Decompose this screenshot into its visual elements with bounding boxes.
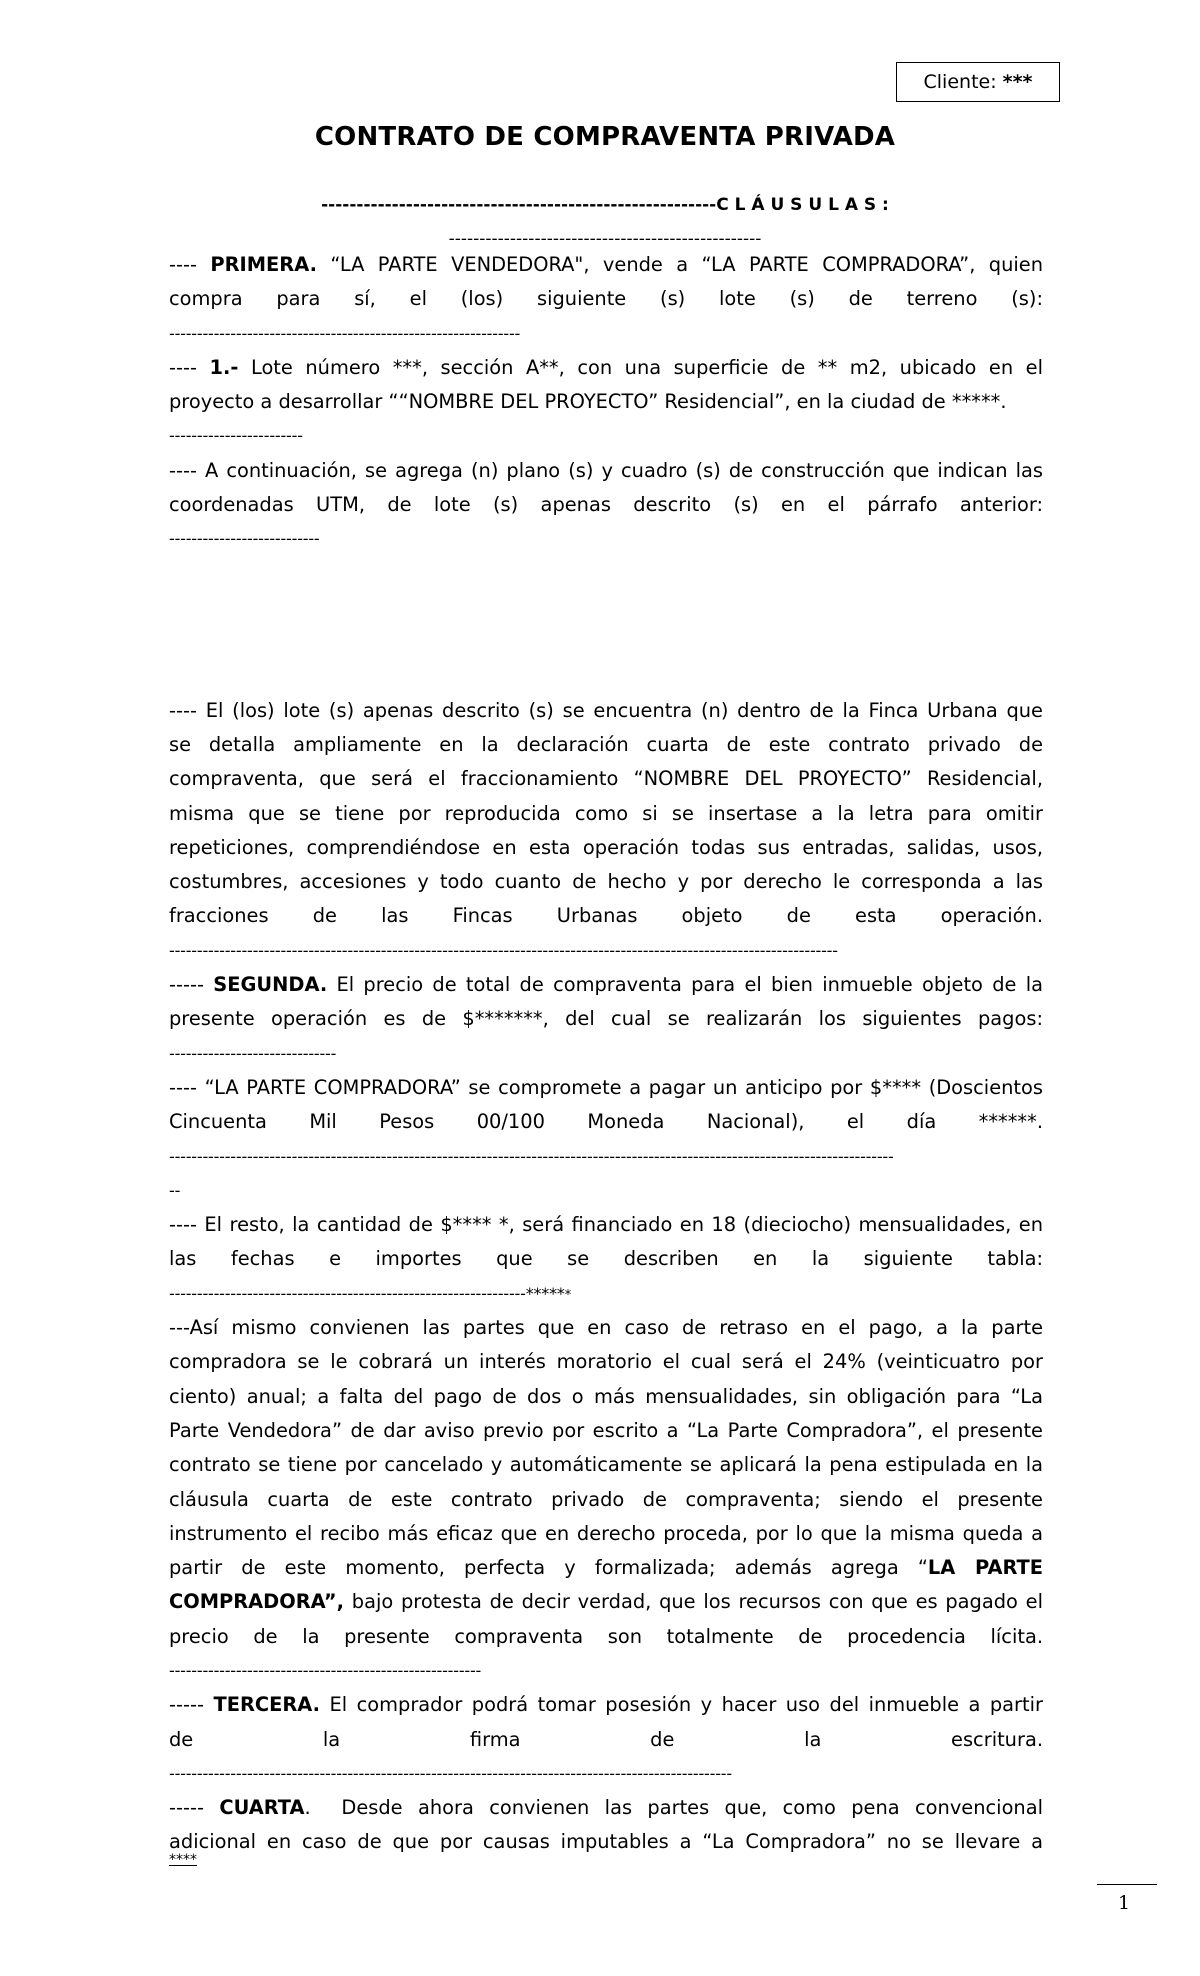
mora-line-9: COMPRADORA”, bajo protesta de decir verdad, que los recursos con que es pagado el [169,1590,1043,1614]
anticipo-line-1: ---- “LA PARTE COMPRADORA” se compromete a pagar un anticipo por $**** (Doscientos [169,1075,1043,1099]
primera-dash: --------------------------------------------------------------- [169,323,521,343]
continuacion-line-2: coordenadas UTM, de lote (s) apenas descrito (s) en el párrafo anterior: [169,493,1043,517]
contract-body [169,248,1043,1860]
mora-line-1: ---Así mismo convienen las partes que en caso de retraso en el pago, a la parte [169,1316,1043,1340]
lote-line-1: ---- 1.- Lote número ***, sección A**, con una superficie de ** m2, ubicado en el [169,355,1043,379]
segunda-line-1: ----- SEGUNDA. El precio de total de compraventa para el bien inmueble objeto de la [169,973,1043,997]
clausulas-heading [0,188,1200,256]
mora-line-5: contrato se tiene por cancelado y automáticamente se aplicará la pena estipulada en la [169,1453,1043,1477]
tercera-line-1: ----- TERCERA. El comprador podrá tomar posesión y hacer uso del inmueble a partir [169,1693,1043,1717]
mora-line-3: ciento) anual; a falta del pago de dos o más mensualidades, sin obligación para “La [169,1384,1043,1408]
lote-line-2: proyecto a desarrollar ““NOMBRE DEL PROYECTO” Residencial”, en la ciudad de *****. [169,390,1007,414]
finca-line-7: fracciones de las Fincas Urbanas objeto de esta operación. [169,904,1043,928]
mora-line-8: partir de este momento, perfecta y formalizada; además agrega “LA PARTE [169,1556,1043,1580]
resto-line-1: ---- El resto, la cantidad de $**** *, será financiado en 18 (dieciocho) mensualidades, en [169,1213,1043,1237]
anticipo-dash-2: -- [169,1180,181,1200]
segunda-line-2: presente operación es de $*******, del cual se realizarán los siguientes pagos: [169,1007,1043,1031]
continuacion-line-1: ---- A continuación, se agrega (n) plano (s) y cuadro (s) de construcción que indican las [169,458,1043,482]
lote-dash: ------------------------ [169,426,303,446]
mora-line-7: instrumento el recibo más eficaz que en derecho proceda, por lo que la misma queda a [169,1521,1043,1545]
page-number: 1 [1118,1892,1131,1914]
finca-dash: ------------------------------------------------------------------------------------------------------------------------ [169,940,838,960]
clausulas-heading-lead: --------------------------------------------------------C L Á U S U L A S : [321,195,889,215]
finca-line-3: compraventa, que será el fraccionamiento “NOMBRE DEL PROYECTO” Residencial, [169,767,1043,791]
finca-line-1: ---- El (los) lote (s) apenas descrito (s) se encuentra (n) dentro de la Finca Urbana que [169,698,1043,722]
finca-line-2: se detalla ampliamente en la declaración cuarta de este contrato privado de [169,732,1043,756]
mora-line-6: cláusula cuarta de este contrato privado de compraventa; siendo el presente [169,1487,1043,1511]
tercera-dash: ----------------------------------------------------------------------------------------------------- [169,1763,732,1783]
mora-line-10: precio de la presente compraventa son totalmente de procedencia lícita. [169,1624,1043,1648]
cuarta-line-2: adicional en caso de que por causas imputables a “La Compradora” no se llevare a [169,1830,1043,1854]
clausulas-heading-under: --------------------------------------------------- [448,229,762,249]
tercera-label: TERCERA. [213,1693,321,1717]
client-value: *** [1002,71,1033,93]
anticipo-dash: ---------------------------------------------------------------------------------------------------------------------------------- [169,1146,894,1166]
client-box [896,62,1060,102]
primera-line-1: ---- PRIMERA. “LA PARTE VENDEDORA", vende a “LA PARTE COMPRADORA”, quien [169,253,1043,276]
cuarta-label: CUARTA [219,1796,305,1820]
resto-line-2: las fechas e importes que se describen en la siguiente tabla: [169,1247,1043,1271]
anticipo-line-2: Cincuenta Mil Pesos 00/100 Moneda Nacional), el día ******. [169,1110,1043,1134]
footer-rule [1097,1884,1157,1885]
resto-dash: ----------------------------------------------------------------****** [169,1283,572,1303]
segunda-dash: ------------------------------ [169,1043,337,1063]
blank-area [169,557,1043,694]
mora-line-2: compradora se le cobrará un interés moratorio el cual será el 24% (veinticuatro por [169,1350,1043,1374]
primera-line-2: compra para sí, el (los) siguiente (s) lote (s) de terreno (s): [169,287,1043,311]
cuarta-line-1: ----- CUARTA. Desde ahora convienen las partes que, como pena convencional [169,1796,1043,1820]
cuarta-trailer: **** [169,1852,197,1868]
client-label: Cliente: [923,71,997,93]
finca-line-4: misma que se tiene por reproducida como si se insertase a la letra para omitir [169,801,1043,825]
mora-line-4: Parte Vendedora” de dar aviso previo por escrito a “La Parte Compradora”, el presente [169,1418,1043,1442]
primera-label: PRIMERA. [210,253,317,276]
tercera-line-2: de la firma de la escritura. [169,1727,1043,1751]
finca-line-5: repeticiones, comprendiéndose en esta operación todas sus entradas, salidas, usos, [169,835,1043,859]
finca-line-6: costumbres, accesiones y todo cuanto de hecho y por derecho le corresponda a las [169,870,1043,894]
lote-label: 1.- [209,355,239,379]
document-title: CONTRATO DE COMPRAVENTA PRIVADA [314,122,896,152]
segunda-label: SEGUNDA. [213,973,328,997]
mora-dash: -------------------------------------------------------- [169,1660,482,1680]
continuacion-dash: --------------------------- [169,529,320,549]
